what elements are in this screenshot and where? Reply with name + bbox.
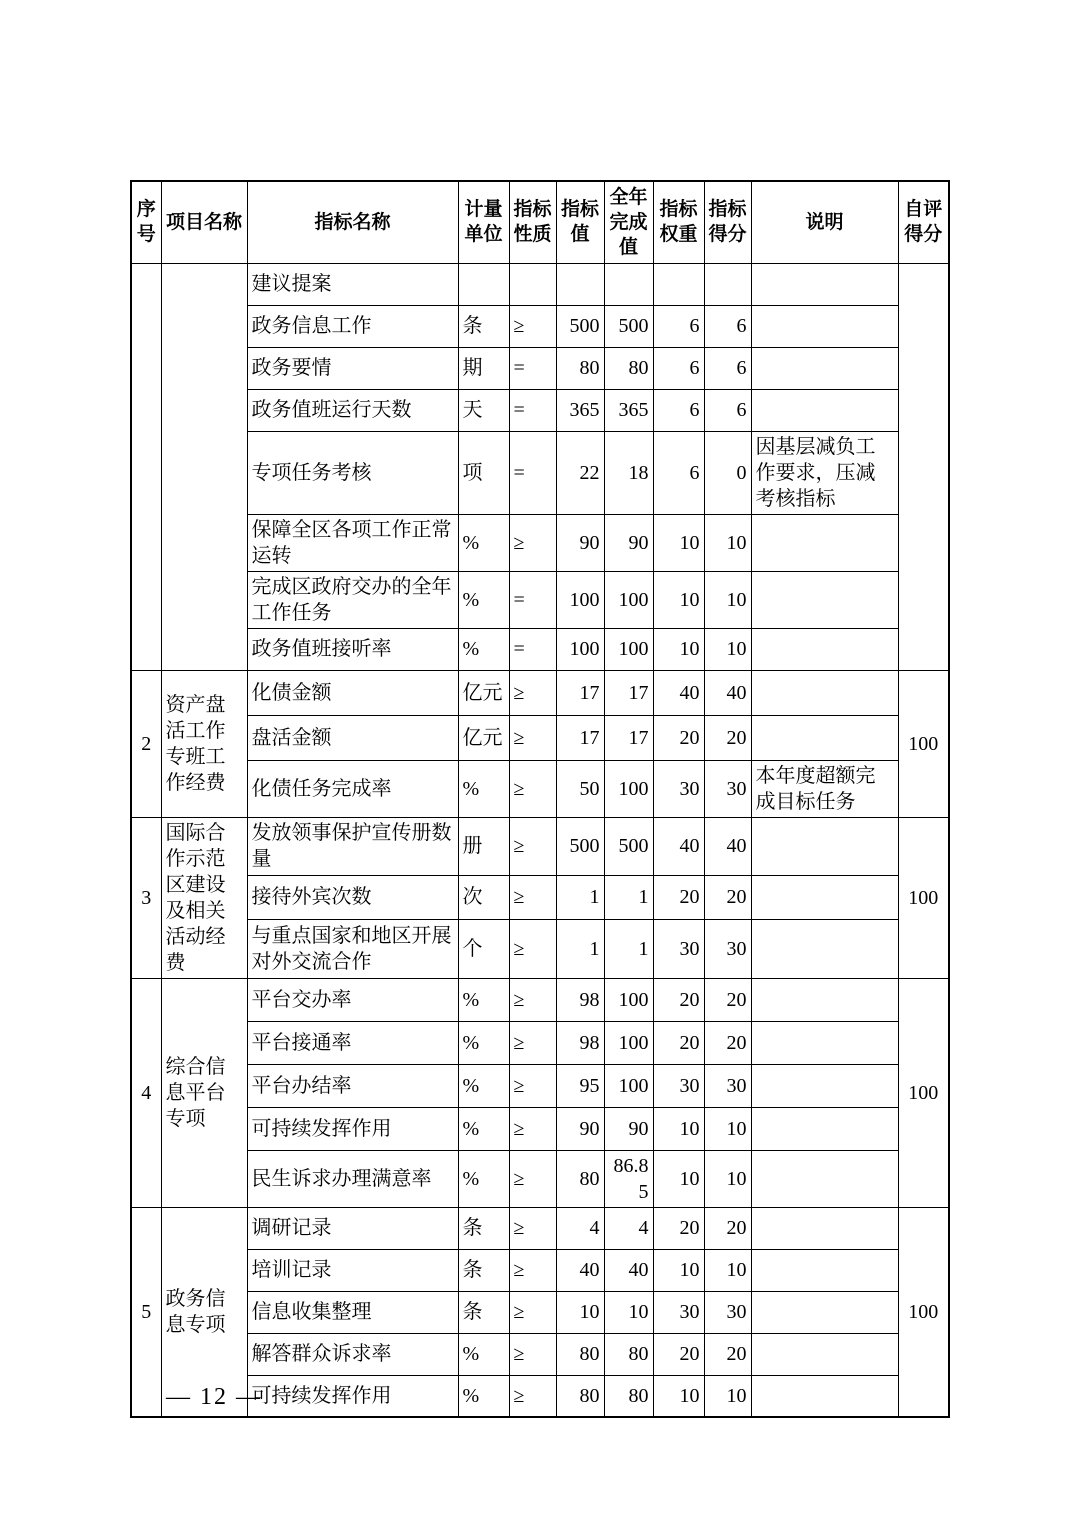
weight-cell: 20 [653,1207,704,1249]
weight-cell: 10 [653,1150,704,1207]
unit-cell: % [458,571,509,628]
weight-cell: 10 [653,1107,704,1150]
target-cell: 90 [556,1107,604,1150]
note-cell [751,571,898,628]
target-cell: 22 [556,431,604,514]
actual-cell: 17 [604,670,653,715]
note-cell [751,1064,898,1107]
nature-cell: ≥ [509,1249,556,1291]
table-row [131,1249,949,1291]
note-cell [751,876,898,919]
nature-cell: ≥ [509,1107,556,1150]
weight-cell: 30 [653,919,704,978]
unit-cell: % [458,514,509,571]
weight-cell: 6 [653,305,704,347]
indicator-cell: 保障全区各项工作正常运转 [247,514,458,571]
weight-cell: 20 [653,876,704,919]
weight-cell: 10 [653,1375,704,1417]
table-row [131,431,949,514]
indicator-cell: 政务要情 [247,347,458,389]
nature-cell: ≥ [509,760,556,817]
actual-cell: 40 [604,1249,653,1291]
column-header-actual: 全年完成值 [604,181,653,263]
note-cell [751,1107,898,1150]
score-cell: 20 [704,978,751,1021]
nature-cell: ≥ [509,1375,556,1417]
unit-cell: 期 [458,347,509,389]
actual-cell: 86.85 [604,1150,653,1207]
unit-cell: 项 [458,431,509,514]
table-row [131,876,949,919]
unit-cell: 亿元 [458,715,509,760]
table-row [131,571,949,628]
section-seq: 2 [131,670,161,817]
indicator-cell: 完成区政府交办的全年工作任务 [247,571,458,628]
indicator-cell: 政务值班运行天数 [247,389,458,431]
note-cell: 本年度超额完成目标任务 [751,760,898,817]
weight-cell: 10 [653,628,704,670]
weight-cell: 20 [653,715,704,760]
actual-cell: 100 [604,628,653,670]
nature-cell: ≥ [509,305,556,347]
unit-cell: 次 [458,876,509,919]
unit-cell [458,263,509,305]
score-cell: 6 [704,389,751,431]
column-header-nature: 指标性质 [509,181,556,263]
note-cell [751,1333,898,1375]
actual-cell: 100 [604,1064,653,1107]
project-name [161,263,247,670]
unit-cell: % [458,628,509,670]
nature-cell: ≥ [509,670,556,715]
score-cell: 6 [704,305,751,347]
score-cell: 20 [704,1207,751,1249]
indicator-cell: 化债金额 [247,670,458,715]
target-cell: 10 [556,1291,604,1333]
indicator-cell: 平台办结率 [247,1064,458,1107]
weight-cell: 6 [653,431,704,514]
evaluation-table-container [130,180,950,1418]
actual-cell: 100 [604,978,653,1021]
note-cell [751,1021,898,1064]
actual-cell: 500 [604,817,653,876]
score-cell: 10 [704,571,751,628]
table-row [131,1207,949,1249]
actual-cell: 4 [604,1207,653,1249]
indicator-cell: 建议提案 [247,263,458,305]
actual-cell: 1 [604,919,653,978]
nature-cell: = [509,389,556,431]
target-cell: 365 [556,389,604,431]
indicator-cell: 调研记录 [247,1207,458,1249]
unit-cell: 条 [458,1291,509,1333]
unit-cell: % [458,1150,509,1207]
unit-cell: 亿元 [458,670,509,715]
nature-cell: ≥ [509,919,556,978]
score-cell: 10 [704,1249,751,1291]
nature-cell: = [509,431,556,514]
unit-cell: 册 [458,817,509,876]
page-number: — 12 — [166,1384,262,1410]
weight-cell: 10 [653,1249,704,1291]
weight-cell: 20 [653,978,704,1021]
table-body [131,263,949,1417]
note-cell [751,1249,898,1291]
unit-cell: % [458,1021,509,1064]
indicator-cell: 专项任务考核 [247,431,458,514]
weight-cell: 30 [653,1064,704,1107]
target-cell [556,263,604,305]
note-cell: 因基层减负工作要求，压减考核指标 [751,431,898,514]
target-cell: 98 [556,978,604,1021]
nature-cell: = [509,628,556,670]
actual-cell: 10 [604,1291,653,1333]
target-cell: 100 [556,628,604,670]
actual-cell: 17 [604,715,653,760]
table-row [131,919,949,978]
project-name: 资产盘活工作专班工作经费 [161,670,247,817]
evaluation-table [130,180,950,1418]
project-name: 政务信息专项 [161,1207,247,1417]
score-cell: 30 [704,1064,751,1107]
nature-cell: = [509,571,556,628]
note-cell [751,305,898,347]
self-score: 100 [898,1207,949,1417]
note-cell [751,1291,898,1333]
nature-cell: = [509,347,556,389]
target-cell: 40 [556,1249,604,1291]
actual-cell: 100 [604,760,653,817]
score-cell: 20 [704,715,751,760]
target-cell: 4 [556,1207,604,1249]
note-cell [751,389,898,431]
note-cell [751,919,898,978]
target-cell: 90 [556,514,604,571]
table-row [131,1021,949,1064]
score-cell: 40 [704,670,751,715]
unit-cell: 条 [458,1249,509,1291]
indicator-cell: 与重点国家和地区开展对外交流合作 [247,919,458,978]
unit-cell: 个 [458,919,509,978]
table-row [131,263,949,305]
table-row [131,389,949,431]
column-header-unit: 计量单位 [458,181,509,263]
unit-cell: % [458,1107,509,1150]
actual-cell: 80 [604,1375,653,1417]
actual-cell: 500 [604,305,653,347]
weight-cell [653,263,704,305]
section-seq: 4 [131,978,161,1207]
actual-cell: 100 [604,1021,653,1064]
weight-cell: 10 [653,514,704,571]
column-header-project: 项目名称 [161,181,247,263]
column-header-indicator: 指标名称 [247,181,458,263]
unit-cell: % [458,1064,509,1107]
note-cell [751,1375,898,1417]
note-cell [751,1207,898,1249]
score-cell: 30 [704,760,751,817]
nature-cell: ≥ [509,978,556,1021]
score-cell: 10 [704,1150,751,1207]
indicator-cell: 信息收集整理 [247,1291,458,1333]
note-cell [751,628,898,670]
score-cell: 10 [704,1375,751,1417]
table-row [131,514,949,571]
score-cell: 40 [704,817,751,876]
table-row [131,817,949,876]
target-cell: 100 [556,571,604,628]
column-header-seq: 序号 [131,181,161,263]
weight-cell: 30 [653,760,704,817]
table-row [131,670,949,715]
score-cell: 10 [704,628,751,670]
target-cell: 500 [556,305,604,347]
section-seq: 3 [131,817,161,978]
indicator-cell: 培训记录 [247,1249,458,1291]
weight-cell: 10 [653,571,704,628]
project-name: 国际合作示范区建设及相关活动经费 [161,817,247,978]
actual-cell: 100 [604,571,653,628]
table-row [131,305,949,347]
indicator-cell: 平台交办率 [247,978,458,1021]
target-cell: 98 [556,1021,604,1064]
score-cell [704,263,751,305]
indicator-cell: 可持续发挥作用 [247,1375,458,1417]
target-cell: 1 [556,876,604,919]
column-header-score: 指标得分 [704,181,751,263]
actual-cell [604,263,653,305]
target-cell: 80 [556,1150,604,1207]
table-row [131,978,949,1021]
target-cell: 80 [556,1333,604,1375]
indicator-cell: 解答群众诉求率 [247,1333,458,1375]
actual-cell: 18 [604,431,653,514]
score-cell: 10 [704,514,751,571]
table-row [131,715,949,760]
indicator-cell: 盘活金额 [247,715,458,760]
indicator-cell: 发放领事保护宣传册数量 [247,817,458,876]
note-cell [751,978,898,1021]
nature-cell: ≥ [509,1291,556,1333]
nature-cell: ≥ [509,1064,556,1107]
target-cell: 500 [556,817,604,876]
indicator-cell: 化债任务完成率 [247,760,458,817]
nature-cell: ≥ [509,715,556,760]
indicator-cell: 可持续发挥作用 [247,1107,458,1150]
self-score: 100 [898,670,949,817]
target-cell: 1 [556,919,604,978]
target-cell: 80 [556,347,604,389]
weight-cell: 40 [653,817,704,876]
unit-cell: 条 [458,1207,509,1249]
weight-cell: 20 [653,1333,704,1375]
table-row [131,347,949,389]
note-cell [751,670,898,715]
nature-cell: ≥ [509,1207,556,1249]
unit-cell: 天 [458,389,509,431]
target-cell: 17 [556,715,604,760]
indicator-cell: 政务值班接听率 [247,628,458,670]
nature-cell: ≥ [509,876,556,919]
weight-cell: 30 [653,1291,704,1333]
weight-cell: 6 [653,347,704,389]
table-row [131,1150,949,1207]
table-row [131,1107,949,1150]
column-header-weight: 指标权重 [653,181,704,263]
column-header-target: 指标值 [556,181,604,263]
self-score: 100 [898,978,949,1207]
actual-cell: 90 [604,1107,653,1150]
score-cell: 20 [704,876,751,919]
indicator-cell: 接待外宾次数 [247,876,458,919]
actual-cell: 365 [604,389,653,431]
note-cell [751,263,898,305]
section-seq [131,263,161,670]
target-cell: 17 [556,670,604,715]
indicator-cell: 政务信息工作 [247,305,458,347]
section-seq: 5 [131,1207,161,1417]
score-cell: 6 [704,347,751,389]
indicator-cell: 平台接通率 [247,1021,458,1064]
indicator-cell: 民生诉求办理满意率 [247,1150,458,1207]
nature-cell [509,263,556,305]
score-cell: 30 [704,919,751,978]
note-cell [751,347,898,389]
table-row [131,628,949,670]
weight-cell: 20 [653,1021,704,1064]
target-cell: 50 [556,760,604,817]
target-cell: 80 [556,1375,604,1417]
self-score [898,263,949,670]
note-cell [751,817,898,876]
unit-cell: % [458,1333,509,1375]
note-cell [751,1150,898,1207]
column-header-note: 说明 [751,181,898,263]
table-row [131,1064,949,1107]
unit-cell: 条 [458,305,509,347]
actual-cell: 80 [604,347,653,389]
weight-cell: 6 [653,389,704,431]
table-row [131,760,949,817]
score-cell: 10 [704,1107,751,1150]
score-cell: 30 [704,1291,751,1333]
nature-cell: ≥ [509,1333,556,1375]
table-row [131,1333,949,1375]
nature-cell: ≥ [509,514,556,571]
project-name: 综合信息平台专项 [161,978,247,1207]
actual-cell: 1 [604,876,653,919]
score-cell: 20 [704,1021,751,1064]
header-row [131,181,949,263]
unit-cell: % [458,978,509,1021]
note-cell [751,715,898,760]
actual-cell: 90 [604,514,653,571]
table-row [131,1291,949,1333]
unit-cell: % [458,1375,509,1417]
target-cell: 95 [556,1064,604,1107]
unit-cell: % [458,760,509,817]
note-cell [751,514,898,571]
weight-cell: 40 [653,670,704,715]
column-header-self: 自评得分 [898,181,949,263]
nature-cell: ≥ [509,1021,556,1064]
score-cell: 0 [704,431,751,514]
score-cell: 20 [704,1333,751,1375]
nature-cell: ≥ [509,1150,556,1207]
actual-cell: 80 [604,1333,653,1375]
nature-cell: ≥ [509,817,556,876]
self-score: 100 [898,817,949,978]
